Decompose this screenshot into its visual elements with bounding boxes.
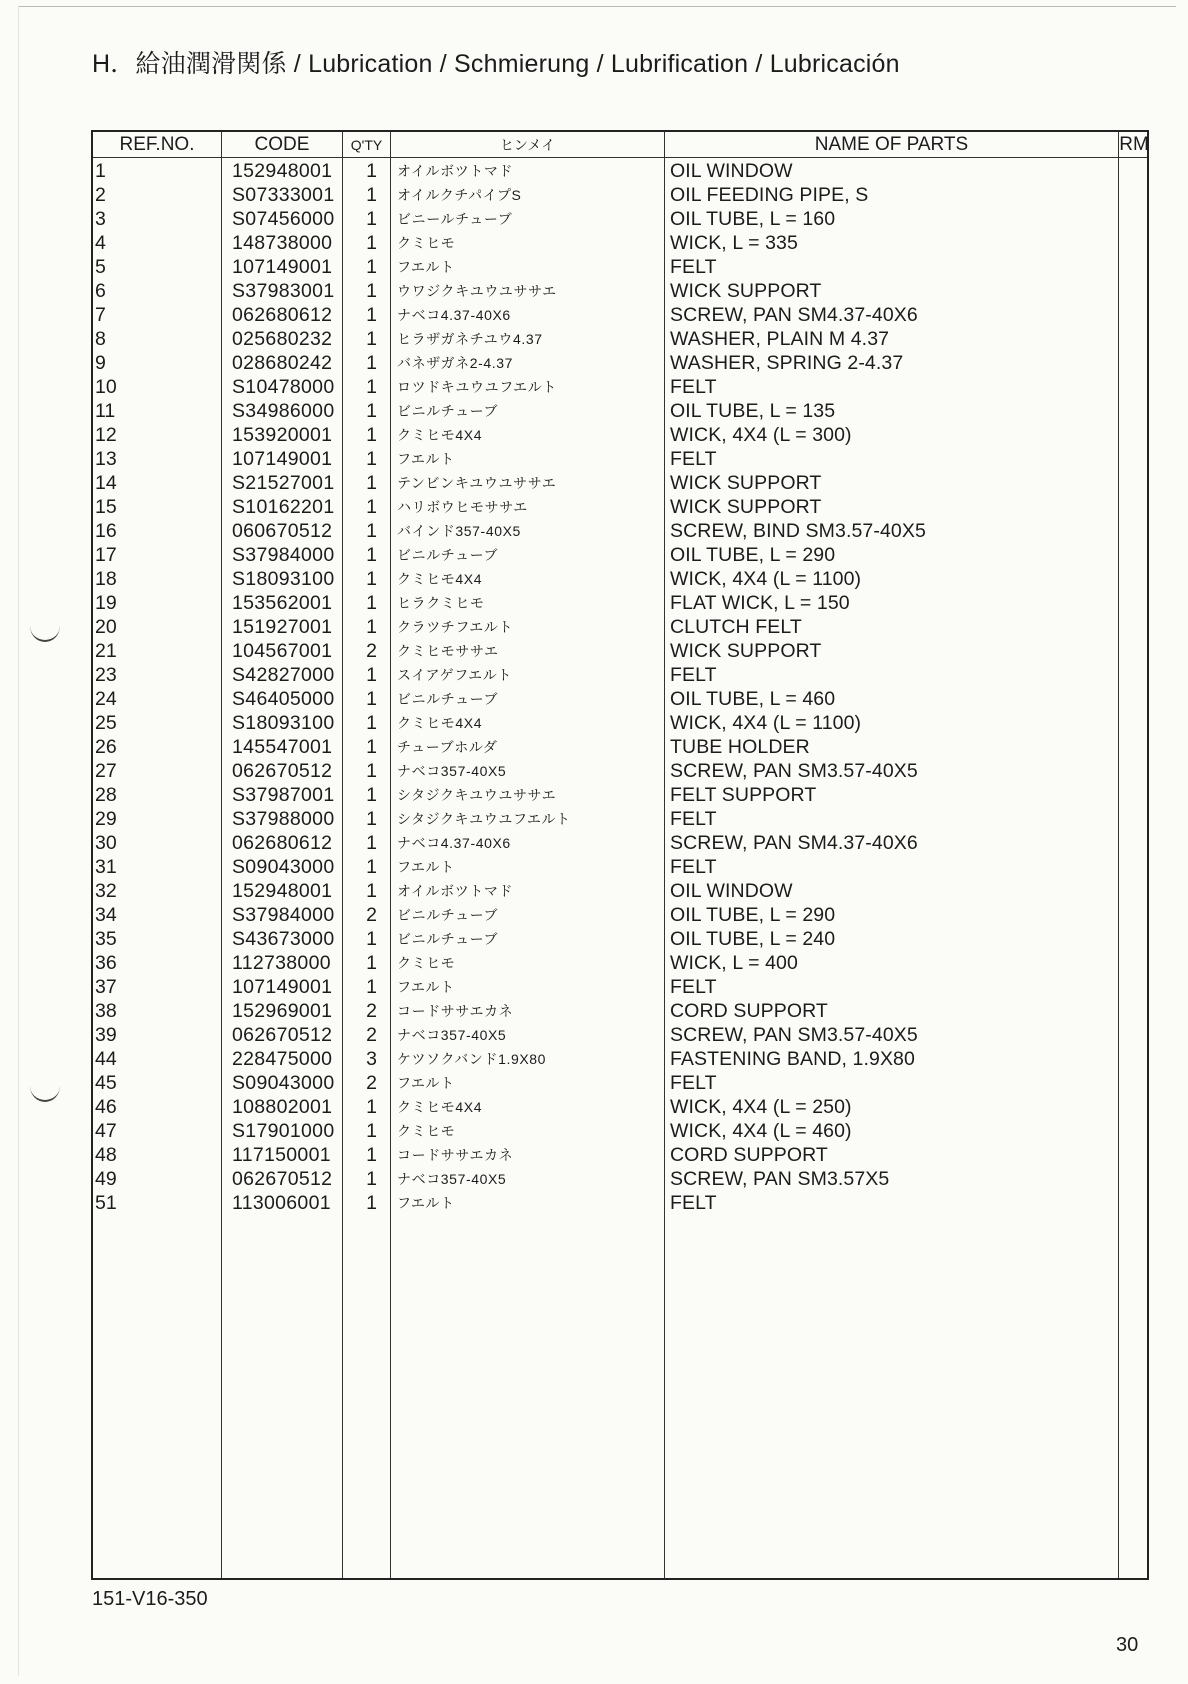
code-cell: S37984000	[232, 904, 335, 926]
ref-no-cell: 16	[95, 520, 117, 542]
kana-name-cell: クミヒモササエ	[397, 643, 499, 659]
table-row	[93, 1047, 1147, 1071]
part-name-cell: WICK, 4X4 (L = 300)	[670, 424, 852, 446]
kana-name-cell: フエルト	[397, 1075, 455, 1091]
ref-no-cell: 9	[95, 352, 106, 374]
code-cell: S10162201	[232, 496, 335, 518]
table-row	[93, 855, 1147, 879]
qty-cell: 1	[366, 1168, 377, 1190]
kana-name-cell: フエルト	[397, 259, 455, 275]
table-body	[93, 159, 1147, 1215]
part-name-cell: OIL FEEDING PIPE, S	[670, 184, 869, 206]
ref-no-cell: 5	[95, 256, 106, 278]
kana-name-cell: ハリボウヒモササエ	[397, 499, 528, 515]
qty-cell: 1	[366, 1096, 377, 1118]
part-name-cell: FELT	[670, 664, 717, 686]
qty-cell: 1	[366, 952, 377, 974]
kana-name-cell: ウワジクキユウユササエ	[397, 283, 557, 299]
header-ref-no: REF.NO.	[119, 134, 195, 155]
table-row	[93, 279, 1147, 303]
kana-name-cell: クミヒモ4X4	[397, 1099, 483, 1115]
part-name-cell: FELT	[670, 808, 717, 830]
code-cell: 028680242	[232, 352, 333, 374]
qty-cell: 1	[366, 160, 377, 182]
ref-no-cell: 36	[95, 952, 117, 974]
part-name-cell: WICK SUPPORT	[670, 472, 822, 494]
ref-no-cell: 47	[95, 1120, 117, 1142]
kana-name-cell: ビニルチューブ	[397, 907, 499, 923]
qty-cell: 2	[366, 1024, 377, 1046]
table-row	[93, 231, 1147, 255]
qty-cell: 1	[366, 280, 377, 302]
header-qty: Q'TY	[350, 137, 383, 153]
ref-no-cell: 38	[95, 1000, 117, 1022]
code-cell: 152948001	[232, 160, 333, 182]
part-name-cell: WICK SUPPORT	[670, 280, 822, 302]
qty-cell: 1	[366, 448, 377, 470]
table-row	[93, 1143, 1147, 1167]
qty-cell: 1	[366, 712, 377, 734]
qty-cell: 1	[366, 688, 377, 710]
code-cell: S10478000	[232, 376, 335, 398]
qty-cell: 1	[366, 832, 377, 854]
kana-name-cell: ケツソクバンド1.9X80	[397, 1051, 547, 1067]
qty-cell: 1	[366, 232, 377, 254]
code-cell: S37987001	[232, 784, 335, 806]
ref-no-cell: 39	[95, 1024, 117, 1046]
header-code: CODE	[254, 134, 310, 155]
code-cell: S34986000	[232, 400, 335, 422]
header-rm: RM	[1119, 134, 1149, 155]
ref-no-cell: 44	[95, 1048, 117, 1070]
page-top-rule	[18, 6, 1176, 7]
qty-cell: 1	[366, 184, 377, 206]
ref-no-cell: 31	[95, 856, 117, 878]
part-name-cell: FELT SUPPORT	[670, 784, 817, 806]
ref-no-cell: 26	[95, 736, 117, 758]
part-name-cell: FELT	[670, 976, 717, 998]
table-row	[93, 663, 1147, 687]
table-row	[93, 735, 1147, 759]
parts-table	[91, 130, 1149, 1580]
part-name-cell: SCREW, PAN SM3.57-40X5	[670, 1024, 918, 1046]
kana-name-cell: フエルト	[397, 979, 455, 995]
kana-name-cell: ナベコ4.37-40X6	[397, 307, 511, 323]
ref-no-cell: 8	[95, 328, 106, 350]
ref-no-cell: 3	[95, 208, 106, 230]
qty-cell: 1	[366, 856, 377, 878]
kana-name-cell: チューブホルダ	[397, 739, 498, 755]
ref-no-cell: 15	[95, 496, 117, 518]
code-cell: S42827000	[232, 664, 335, 686]
ref-no-cell: 45	[95, 1072, 117, 1094]
kana-name-cell: クミヒモ	[397, 235, 456, 251]
ref-no-cell: 21	[95, 640, 117, 662]
ref-no-cell: 19	[95, 592, 117, 614]
header-divider	[93, 157, 1147, 158]
table-row	[93, 519, 1147, 543]
header-kana: ヒンメイ	[499, 137, 556, 153]
part-name-cell: FELT	[670, 1072, 717, 1094]
kana-name-cell: ビニルチューブ	[397, 691, 499, 707]
page-title: H．給油潤滑関係 / Lubrication / Schmierung / Lubrification / Lubricación	[92, 50, 900, 78]
table-row	[93, 207, 1147, 231]
qty-cell: 1	[366, 592, 377, 614]
kana-name-cell: シタジクキユウユササエ	[397, 787, 557, 803]
kana-name-cell: ナベコ4.37-40X6	[397, 835, 511, 851]
qty-cell: 2	[366, 904, 377, 926]
part-name-cell: OIL TUBE, L = 135	[670, 400, 836, 422]
table-row	[93, 879, 1147, 903]
table-row	[93, 639, 1147, 663]
ref-no-cell: 20	[95, 616, 117, 638]
code-cell: 151927001	[232, 616, 333, 638]
part-name-cell: FELT	[670, 256, 717, 278]
ref-no-cell: 32	[95, 880, 117, 902]
code-cell: S37988000	[232, 808, 335, 830]
qty-cell: 1	[366, 1192, 377, 1214]
table-row	[93, 447, 1147, 471]
qty-cell: 1	[366, 976, 377, 998]
ref-no-cell: 2	[95, 184, 106, 206]
part-name-cell: WASHER, SPRING 2-4.37	[670, 352, 904, 374]
code-cell: 112738000	[232, 952, 331, 974]
code-cell: 060670512	[232, 520, 333, 542]
ref-no-cell: 11	[95, 400, 116, 422]
kana-name-cell: ナベコ357-40X5	[397, 1171, 507, 1187]
kana-name-cell: ビニルチューブ	[397, 931, 499, 947]
code-cell: S18093100	[232, 568, 335, 590]
kana-name-cell: ナベコ357-40X5	[397, 763, 507, 779]
ref-no-cell: 28	[95, 784, 117, 806]
table-row	[93, 831, 1147, 855]
ref-no-cell: 37	[95, 976, 117, 998]
table-row	[93, 951, 1147, 975]
code-cell: 062680612	[232, 832, 333, 854]
code-cell: 062680612	[232, 304, 333, 326]
table-row	[93, 303, 1147, 327]
part-name-cell: WICK, 4X4 (L = 1100)	[670, 712, 862, 734]
kana-name-cell: ヒラクミヒモ	[397, 595, 485, 611]
kana-name-cell: フエルト	[397, 859, 455, 875]
part-name-cell: FELT	[670, 448, 717, 470]
code-cell: S09043000	[232, 856, 335, 878]
ref-no-cell: 27	[95, 760, 117, 782]
table-row	[93, 1095, 1147, 1119]
code-cell: S09043000	[232, 1072, 335, 1094]
code-cell: 228475000	[232, 1048, 333, 1070]
qty-cell: 1	[366, 880, 377, 902]
table-row	[93, 255, 1147, 279]
table-row	[93, 591, 1147, 615]
kana-name-cell: ナベコ357-40X5	[397, 1027, 507, 1043]
ref-no-cell: 24	[95, 688, 117, 710]
part-name-cell: OIL TUBE, L = 160	[670, 208, 836, 230]
table-row	[93, 351, 1147, 375]
ref-no-cell: 48	[95, 1144, 117, 1166]
ref-no-cell: 1	[95, 160, 106, 182]
part-name-cell: FELT	[670, 376, 717, 398]
kana-name-cell: クミヒモ	[397, 1123, 456, 1139]
kana-name-cell: クミヒモ4X4	[397, 715, 483, 731]
table-row	[93, 903, 1147, 927]
part-name-cell: FASTENING BAND, 1.9X80	[670, 1048, 915, 1070]
table-row	[93, 471, 1147, 495]
qty-cell: 1	[366, 424, 377, 446]
table-row	[93, 159, 1147, 183]
code-cell: 113006001	[232, 1192, 331, 1214]
ref-no-cell: 14	[95, 472, 117, 494]
ref-no-cell: 49	[95, 1168, 117, 1190]
code-cell: S07333001	[232, 184, 335, 206]
kana-name-cell: ビニルチューブ	[397, 547, 499, 563]
code-cell: 117150001	[232, 1144, 331, 1166]
qty-cell: 1	[366, 784, 377, 806]
page-left-edge	[18, 6, 19, 1676]
kana-name-cell: ビニルチューブ	[397, 403, 499, 419]
table-row	[93, 759, 1147, 783]
kana-name-cell: ヒラザガネチユウ4.37	[397, 331, 543, 347]
code-cell: 108802001	[232, 1096, 333, 1118]
kana-name-cell: オイルボツトマド	[397, 883, 514, 899]
kana-name-cell: クラツチフエルト	[397, 619, 514, 635]
kana-name-cell: フエルト	[397, 451, 455, 467]
qty-cell: 1	[366, 400, 377, 422]
ref-no-cell: 35	[95, 928, 117, 950]
table-row	[93, 183, 1147, 207]
qty-cell: 1	[366, 1120, 377, 1142]
qty-cell: 1	[366, 736, 377, 758]
part-name-cell: SCREW, PAN SM3.57-40X5	[670, 760, 918, 782]
table-row	[93, 399, 1147, 423]
binder-hole-mark	[30, 610, 60, 642]
part-name-cell: WICK, L = 400	[670, 952, 798, 974]
kana-name-cell: フエルト	[397, 1195, 455, 1211]
code-cell: S17901000	[232, 1120, 335, 1142]
kana-name-cell: コードササエカネ	[397, 1003, 514, 1019]
ref-no-cell: 13	[95, 448, 117, 470]
kana-name-cell: ロツドキユウユフエルト	[397, 379, 557, 395]
qty-cell: 3	[366, 1048, 377, 1070]
qty-cell: 1	[366, 808, 377, 830]
code-cell: 107149001	[232, 448, 333, 470]
table-row	[93, 567, 1147, 591]
code-cell: 107149001	[232, 976, 333, 998]
qty-cell: 1	[366, 568, 377, 590]
kana-name-cell: オイルクチパイプS	[397, 187, 522, 203]
code-cell: S07456000	[232, 208, 335, 230]
part-name-cell: OIL TUBE, L = 460	[670, 688, 836, 710]
code-cell: 104567001	[232, 640, 333, 662]
qty-cell: 1	[366, 472, 377, 494]
document-code: 151-V16-350	[92, 1588, 208, 1610]
kana-name-cell: スイアゲフエルト	[397, 667, 512, 683]
part-name-cell: SCREW, PAN SM4.37-40X6	[670, 832, 918, 854]
qty-cell: 1	[366, 376, 377, 398]
kana-name-cell: ビニールチューブ	[397, 211, 513, 227]
part-name-cell: WASHER, PLAIN M 4.37	[670, 328, 890, 350]
code-cell: S18093100	[232, 712, 335, 734]
table-row	[93, 495, 1147, 519]
qty-cell: 2	[366, 640, 377, 662]
table-row	[93, 423, 1147, 447]
table-row	[93, 1167, 1147, 1191]
part-name-cell: WICK, L = 335	[670, 232, 798, 254]
table-row	[93, 327, 1147, 351]
table-row	[93, 687, 1147, 711]
part-name-cell: OIL TUBE, L = 290	[670, 544, 836, 566]
code-cell: 153562001	[232, 592, 333, 614]
qty-cell: 1	[366, 352, 377, 374]
ref-no-cell: 7	[95, 304, 106, 326]
qty-cell: 2	[366, 1000, 377, 1022]
kana-name-cell: オイルボツトマド	[397, 163, 514, 179]
code-cell: 152969001	[232, 1000, 333, 1022]
part-name-cell: SCREW, PAN SM4.37-40X6	[670, 304, 918, 326]
ref-no-cell: 23	[95, 664, 117, 686]
part-name-cell: TUBE HOLDER	[670, 736, 810, 758]
qty-cell: 1	[366, 496, 377, 518]
kana-name-cell: バネザガネ2-4.37	[397, 355, 514, 371]
code-cell: 145547001	[232, 736, 333, 758]
qty-cell: 2	[366, 1072, 377, 1094]
code-cell: S37984000	[232, 544, 335, 566]
part-name-cell: FELT	[670, 856, 717, 878]
code-cell: 148738000	[232, 232, 333, 254]
code-cell: 062670512	[232, 760, 333, 782]
ref-no-cell: 25	[95, 712, 117, 734]
kana-name-cell: テンビンキユウユササエ	[397, 475, 557, 491]
ref-no-cell: 12	[95, 424, 117, 446]
code-cell: 107149001	[232, 256, 333, 278]
qty-cell: 1	[366, 256, 377, 278]
code-cell: S46405000	[232, 688, 335, 710]
table-row	[93, 783, 1147, 807]
ref-no-cell: 29	[95, 808, 117, 830]
kana-name-cell: シタジクキユウユフエルト	[397, 811, 571, 827]
part-name-cell: SCREW, BIND SM3.57-40X5	[670, 520, 926, 542]
part-name-cell: OIL TUBE, L = 240	[670, 928, 836, 950]
code-cell: 152948001	[232, 880, 333, 902]
qty-cell: 1	[366, 520, 377, 542]
part-name-cell: WICK SUPPORT	[670, 640, 822, 662]
qty-cell: 1	[366, 664, 377, 686]
part-name-cell: SCREW, PAN SM3.57X5	[670, 1168, 890, 1190]
part-name-cell: OIL WINDOW	[670, 880, 793, 902]
binder-hole-mark	[30, 1070, 60, 1102]
ref-no-cell: 51	[95, 1192, 117, 1214]
code-cell: S43673000	[232, 928, 335, 950]
part-name-cell: OIL TUBE, L = 290	[670, 904, 836, 926]
part-name-cell: CORD SUPPORT	[670, 1000, 828, 1022]
code-cell: 062670512	[232, 1168, 333, 1190]
part-name-cell: CLUTCH FELT	[670, 616, 802, 638]
ref-no-cell: 17	[95, 544, 117, 566]
qty-cell: 1	[366, 208, 377, 230]
ref-no-cell: 34	[95, 904, 117, 926]
part-name-cell: FELT	[670, 1192, 717, 1214]
part-name-cell: CORD SUPPORT	[670, 1144, 828, 1166]
ref-no-cell: 10	[95, 376, 117, 398]
kana-name-cell: クミヒモ4X4	[397, 427, 483, 443]
code-cell: 062670512	[232, 1024, 333, 1046]
part-name-cell: WICK, 4X4 (L = 1100)	[670, 568, 862, 590]
table-row	[93, 1191, 1147, 1215]
qty-cell: 1	[366, 1144, 377, 1166]
ref-no-cell: 46	[95, 1096, 117, 1118]
table-row	[93, 1071, 1147, 1095]
code-cell: 025680232	[232, 328, 333, 350]
table-row	[93, 375, 1147, 399]
qty-cell: 1	[366, 328, 377, 350]
table-row	[93, 807, 1147, 831]
qty-cell: 1	[366, 928, 377, 950]
code-cell: S37983001	[232, 280, 335, 302]
header-name-of-parts: NAME OF PARTS	[814, 134, 969, 155]
table-row	[93, 1119, 1147, 1143]
ref-no-cell: 18	[95, 568, 117, 590]
ref-no-cell: 30	[95, 832, 117, 854]
table-row	[93, 1023, 1147, 1047]
table-row	[93, 711, 1147, 735]
ref-no-cell: 4	[95, 232, 106, 254]
kana-name-cell: クミヒモ	[397, 955, 456, 971]
qty-cell: 1	[366, 304, 377, 326]
code-cell: S21527001	[232, 472, 335, 494]
ref-no-cell: 6	[95, 280, 106, 302]
table-row	[93, 975, 1147, 999]
kana-name-cell: バインド357-40X5	[397, 523, 521, 539]
qty-cell: 1	[366, 760, 377, 782]
table-row	[93, 615, 1147, 639]
part-name-cell: OIL WINDOW	[670, 160, 793, 182]
part-name-cell: WICK, 4X4 (L = 250)	[670, 1096, 852, 1118]
qty-cell: 1	[366, 544, 377, 566]
part-name-cell: WICK, 4X4 (L = 460)	[670, 1120, 852, 1142]
code-cell: 153920001	[232, 424, 333, 446]
table-row	[93, 927, 1147, 951]
page-number: 30	[1116, 1634, 1139, 1656]
kana-name-cell: コードササエカネ	[397, 1147, 514, 1163]
kana-name-cell: クミヒモ4X4	[397, 571, 483, 587]
part-name-cell: WICK SUPPORT	[670, 496, 822, 518]
table-row	[93, 543, 1147, 567]
qty-cell: 1	[366, 616, 377, 638]
part-name-cell: FLAT WICK, L = 150	[670, 592, 850, 614]
table-row	[93, 999, 1147, 1023]
